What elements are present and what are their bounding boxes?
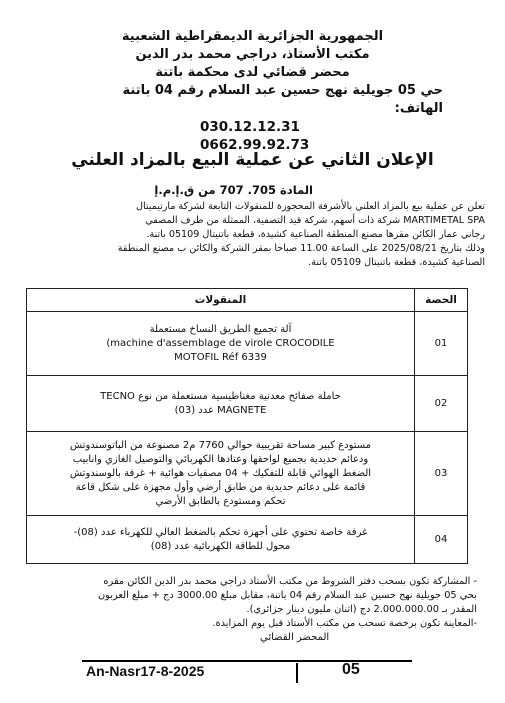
item-line: MOTOFIL Réf 6339: [174, 351, 267, 363]
role-line: محضر قضائي لدى محكمة باتنة: [155, 65, 350, 80]
intro-line: وذلك بتاريخ 2025/08/21 على الساعة 11.00 صباحا بمقر الشركة والكائن ب مصنع المنطقة: [117, 243, 485, 254]
intro-line: تعلن عن عملية بيع بالمزاد العلني بالأشرفة المحجوزة للمنقولات التابعة لشركة مارتيميتال: [135, 201, 485, 212]
intro-line: رجاني عمار الكائن مقرها مصنع المنطقة الصناعية كشيدة، قطعة باتنيتال 05109 باتنة.: [146, 229, 485, 240]
item-line: قائمة على دعائم حديدية من طابق أرضي وأول مجهزة على شكل قاعة: [75, 481, 366, 493]
header-items: المنقولات: [27, 289, 415, 312]
item-line: MAGNETE عدد (03): [174, 404, 267, 416]
table-row: [27, 432, 468, 516]
table-row: [27, 376, 468, 432]
item-line: غرفة خاصة تحتوي على أجهزة تحكم بالضغط العالي للكهرباء عدد (08)-: [73, 526, 368, 538]
lot-number: 03: [415, 432, 468, 516]
note-line: -المعاينة تكون برخصة تسحب من مكتب الأستاذ قبل يوم المزايدة.: [212, 618, 477, 629]
intro-paragraph: [22, 200, 485, 270]
announcement-title: الإعلان الثاني عن عملية البيع بالمزاد العلني: [71, 150, 434, 170]
item-line: محول للطاقة الكهربائية عدد (08): [150, 540, 291, 552]
item-description: [27, 376, 415, 432]
republic-line: الجمهورية الجزائرية الديمقراطية الشعبية: [121, 29, 384, 44]
item-line: آلة تجميع الطريق النساخ مستعملة: [149, 323, 292, 335]
item-line: الضغط الهوائي قابلة للتفكيك + 04 مصفيات هوائية + غرفة بالوسندوتش: [69, 467, 372, 479]
item-line: تحكم ومستودع بالطابق الأرضي: [155, 495, 286, 507]
lot-number: 04: [415, 516, 468, 564]
page-number: 05: [342, 661, 360, 678]
note-line: المقدر بـ 2.000.000.00 دج (اثنان مليون دينار جزائري).: [246, 604, 477, 615]
table-row: [27, 516, 468, 564]
intro-line: الصناعية كشيدة، قطعة باتنيتال 05109 باتنة.: [308, 257, 485, 268]
note-line: - المشاركة تكون بسحب دفتر الشروط من مكتب الأستاذ دراجي محمد بدر الدين الكائن مقره: [103, 576, 477, 587]
item-description: [27, 312, 415, 376]
item-description: [27, 516, 415, 564]
item-line: حاملة صفائح معدنية مغناطيسية مستعملة من نوع TECNO: [100, 390, 341, 402]
note-line: بحي 05 جويلية نهج حسين عبد السلام رقم 04 باتنة، مقابل مبلغ 3000.00 دج + مبلغ العربون: [97, 590, 477, 601]
phone-number: 030.12.12.31: [200, 119, 300, 135]
bailiff-signature-label: المحضر القضائي: [260, 632, 330, 643]
item-description: [27, 432, 415, 516]
office-line: مكتب الأستاذ، دراجي محمد بدر الدين: [135, 47, 370, 62]
header-lot: الحصة: [415, 289, 468, 312]
lot-number: 01: [415, 312, 468, 376]
table-row: [27, 312, 468, 376]
mobile-number: 0662.99.92.73: [200, 137, 310, 153]
items-table: [26, 288, 468, 564]
lot-number: 02: [415, 376, 468, 432]
address-line: حي 05 جويلية نهج حسين عبد السلام رقم 04 باتنة: [122, 83, 443, 98]
phone-label: الهاتف:: [394, 101, 443, 116]
header-block: [0, 28, 505, 154]
publication-reference: An-Nasr17-8-2025: [86, 663, 205, 679]
item-line: machine d'assemblage de virole CROCODILE): [106, 337, 335, 349]
conditions-notes: [22, 575, 477, 631]
item-line: مستودع كبير مساحة تقريبية حوالي 7760 م2 مصنوعة من الباتوسندوتش: [69, 439, 372, 451]
article-reference: المادة 705. 707 من ق.إ.م.إ: [154, 183, 313, 197]
table-header-row: [27, 289, 468, 312]
intro-line: MARTIMETAL SPA شركة ذات أسهم، شركة قيد التصفية، الممثلة من طرف المصفي: [145, 215, 485, 226]
item-line: ودعائم حديدية بجميع لواحقها وعتادها الكهربائي والتوصيل الغازي وانابيب: [72, 453, 369, 465]
footer-divider: [296, 663, 298, 683]
